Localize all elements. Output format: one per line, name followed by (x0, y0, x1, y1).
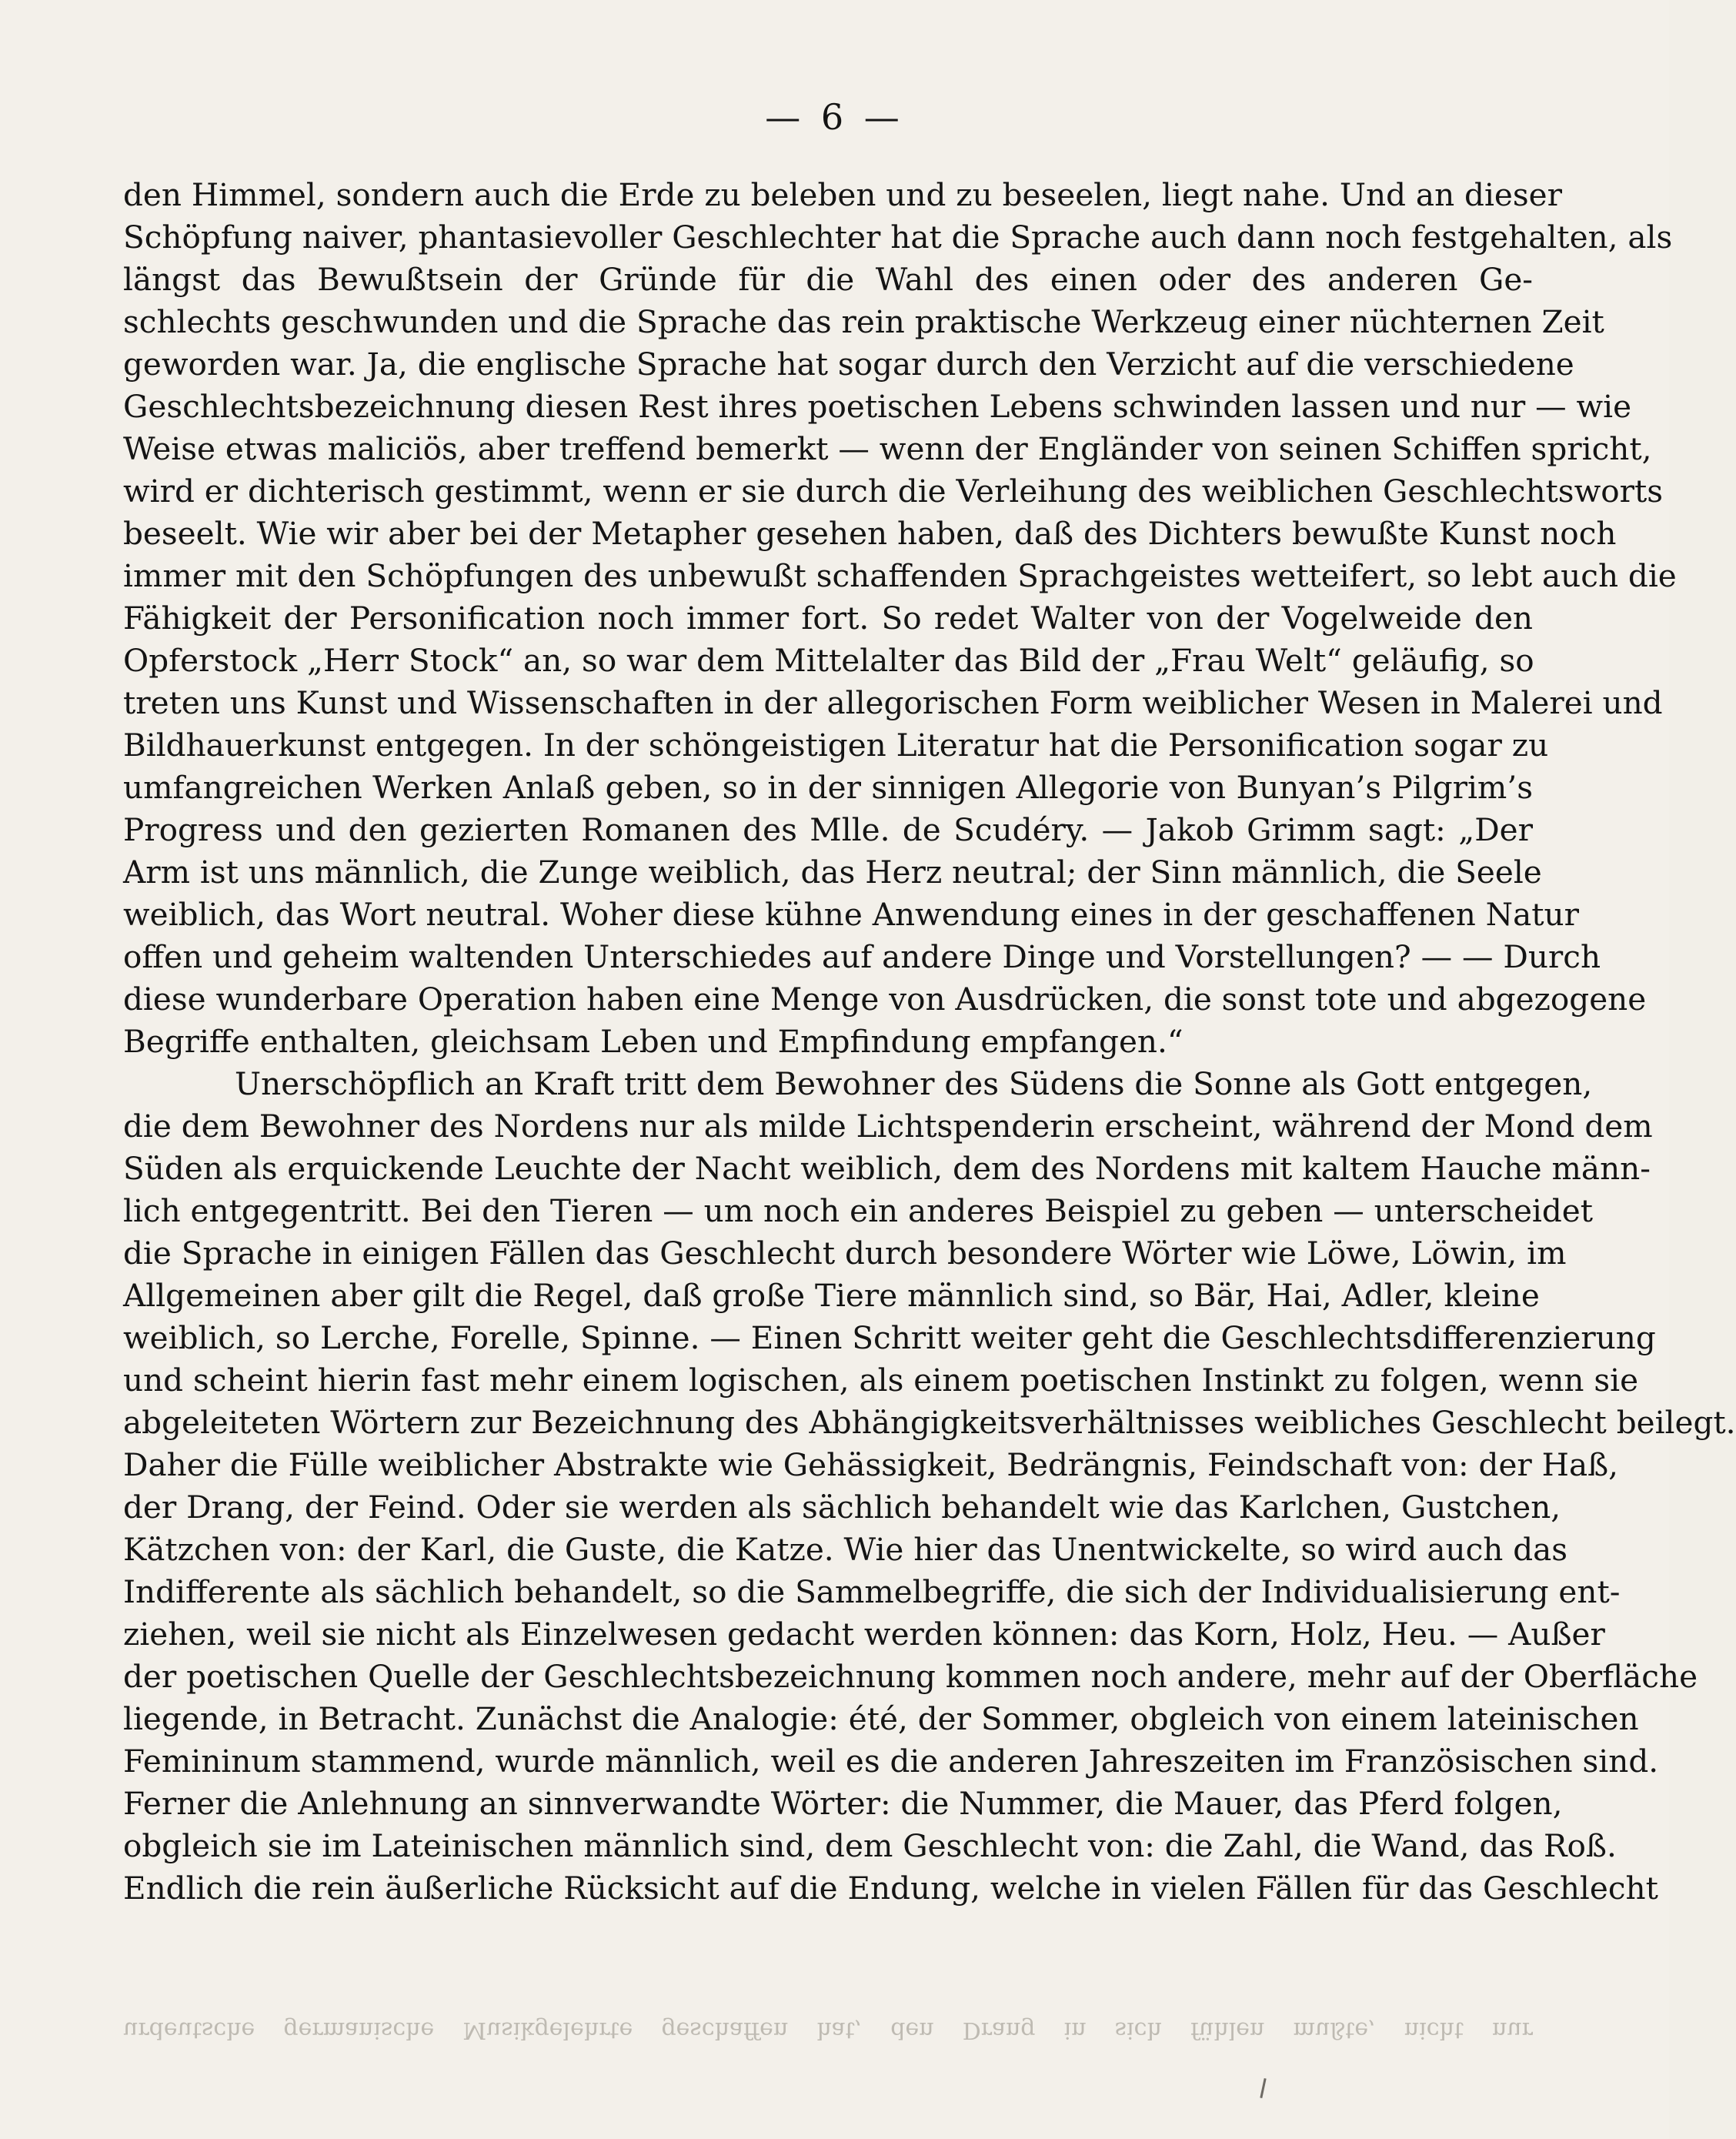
page-number: — 6 — (765, 96, 904, 138)
text-line: Schöpfung naiver, phantasievoller Geschlechter hat die Sprache auch dann noch festgehalten, als (123, 219, 1673, 256)
text-line: und scheint hierin fast mehr einem logischen, als einem poetischen Instinkt zu folgen, wenn sie (123, 1362, 1639, 1399)
text-line: Bildhauerkunst entgegen. In der schöngeistigen Literatur hat die Personification sogar zu (123, 727, 1549, 764)
text-line: liegende, in Betracht. Zunächst die Analogie: été, der Sommer, obgleich von einem lateinischen (123, 1700, 1639, 1737)
text-line: immer mit den Schöpfungen des unbewußt schaffenden Sprachgeistes wetteifert, so lebt auch die (123, 557, 1677, 594)
text-line: Süden als erquickende Leuchte der Nacht weiblich, dem des Nordens mit kaltem Hauche männ- (123, 1150, 1651, 1187)
text-line: Endlich die rein äußerliche Rücksicht auf die Endung, welche in vielen Fällen für das Geschlecht (123, 1870, 1658, 1907)
text-line: schlechts geschwunden und die Sprache das rein praktische Werkzeug einer nüchternen Zeit (123, 303, 1604, 340)
text-line: Weise etwas maliciös, aber treffend bemerkt — wenn der Engländer von seinen Schiffen spricht, (123, 430, 1652, 467)
text-line: Fähigkeit der Personification noch immer fort. So redet Walter von der Vogelweide den (123, 600, 1533, 637)
text-line: treten uns Kunst und Wissenschaften in der allegorischen Form weiblicher Wesen in Malerei und (123, 684, 1663, 721)
body-text (123, 174, 1736, 1910)
text-line: obgleich sie im Lateinischen männlich sind, dem Geschlecht von: die Zahl, die Wand, das Roß. (123, 1827, 1617, 1864)
text-line: Ferner die Anlehnung an sinnverwandte Wörter: die Nummer, die Mauer, das Pferd folgen, (123, 1785, 1563, 1822)
text-line: Allgemeinen aber gilt die Regel, daß große Tiere männlich sind, so Bär, Hai, Adler, kleine (123, 1277, 1540, 1314)
text-line-paragraph-start: Unerschöpflich an Kraft tritt dem Bewohner des Südens die Sonne als Gott entgegen, (235, 1065, 1593, 1102)
text-line: weiblich, das Wort neutral. Woher diese kühne Anwendung eines in der geschaffenen Natur (123, 896, 1579, 933)
text-line: der poetischen Quelle der Geschlechtsbezeichnung kommen noch andere, mehr auf der Oberfläche (123, 1658, 1698, 1695)
text-line: geworden war. Ja, die englische Sprache hat sogar durch den Verzicht auf die verschiedene (123, 346, 1574, 383)
paper-speck (1260, 2078, 1266, 2098)
text-line: beseelt. Wie wir aber bei der Metapher gesehen haben, daß des Dichters bewußte Kunst noch (123, 515, 1617, 552)
text-line: diese wunderbare Operation haben eine Menge von Ausdrücken, die sonst tote und abgezogene (123, 981, 1647, 1018)
text-line: die Sprache in einigen Fällen das Geschlecht durch besondere Wörter wie Löwe, Löwin, im (123, 1235, 1567, 1272)
text-line: ziehen, weil sie nicht als Einzelwesen gedacht werden können: das Korn, Holz, Heu. — Außer (123, 1616, 1605, 1653)
text-line: längst das Bewußtsein der Gründe für die Wahl des einen oder des anderen Ge- (123, 261, 1533, 298)
text-line: Daher die Fülle weiblicher Abstrakte wie Gehässigkeit, Bedrängnis, Feindschaft von: der Haß, (123, 1446, 1619, 1483)
text-line: umfangreichen Werken Anlaß geben, so in der sinnigen Allegorie von Bunyan’s Pilgrim’s (123, 769, 1533, 806)
text-line: weiblich, so Lerche, Forelle, Spinne. — Einen Schritt weiter geht die Geschlechtsdifferenzierung (123, 1319, 1656, 1356)
text-line: lich entgegentritt. Bei den Tieren — um noch ein anderes Beispiel zu geben — unterscheidet (123, 1192, 1594, 1229)
text-line: den Himmel, sondern auch die Erde zu beleben und zu beseelen, liegt nahe. Und an dieser (123, 176, 1562, 213)
text-line: offen und geheim waltenden Unterschiedes auf andere Dinge und Vorstellungen? — — Durch (123, 938, 1601, 975)
text-line: Progress und den gezierten Romanen des Mlle. de Scudéry. — Jakob Grimm sagt: „Der (123, 811, 1533, 848)
text-line: abgeleiteten Wörtern zur Bezeichnung des Abhängigkeitsverhältnisses weibliches Geschlecht beilegt. (123, 1404, 1736, 1441)
text-line: Kätzchen von: der Karl, die Guste, die Katze. Wie hier das Unentwickelte, so wird auch das (123, 1531, 1568, 1568)
text-line-paragraph-end: Begriffe enthalten, gleichsam Leben und Empfindung empfangen.“ (123, 1023, 1183, 1060)
text-line: wird er dichterisch gestimmt, wenn er sie durch die Verleihung des weiblichen Geschlechtsworts (123, 473, 1664, 510)
text-line: die dem Bewohner des Nordens nur als milde Lichtspenderin erscheint, während der Mond dem (123, 1108, 1653, 1145)
text-line: Arm ist uns männlich, die Zunge weiblich, das Herz neutral; der Sinn männlich, die Seele (123, 854, 1542, 891)
text-line: Indifferente als sächlich behandelt, so die Sammelbegriffe, die sich der Individualisierung ent- (123, 1573, 1621, 1610)
text-line: Femininum stammend, wurde männlich, weil es die anderen Jahreszeiten im Französischen sind. (123, 1743, 1659, 1780)
text-line: der Drang, der Feind. Oder sie werden als sächlich behandelt wie das Karlchen, Gustchen, (123, 1489, 1561, 1526)
bleed-through-text: urdeutsche germanische Musikgelehrte geschaffen hat, den Drang in sich fühlen mußte, nicht nur (123, 2017, 1533, 2044)
text-line: Opferstock „Herr Stock“ an, so war dem Mittelalter das Bild der „Frau Welt“ geläufig, so (123, 642, 1534, 679)
text-line: Geschlechtsbezeichnung diesen Rest ihres poetischen Lebens schwinden lassen und nur — wie (123, 388, 1632, 425)
